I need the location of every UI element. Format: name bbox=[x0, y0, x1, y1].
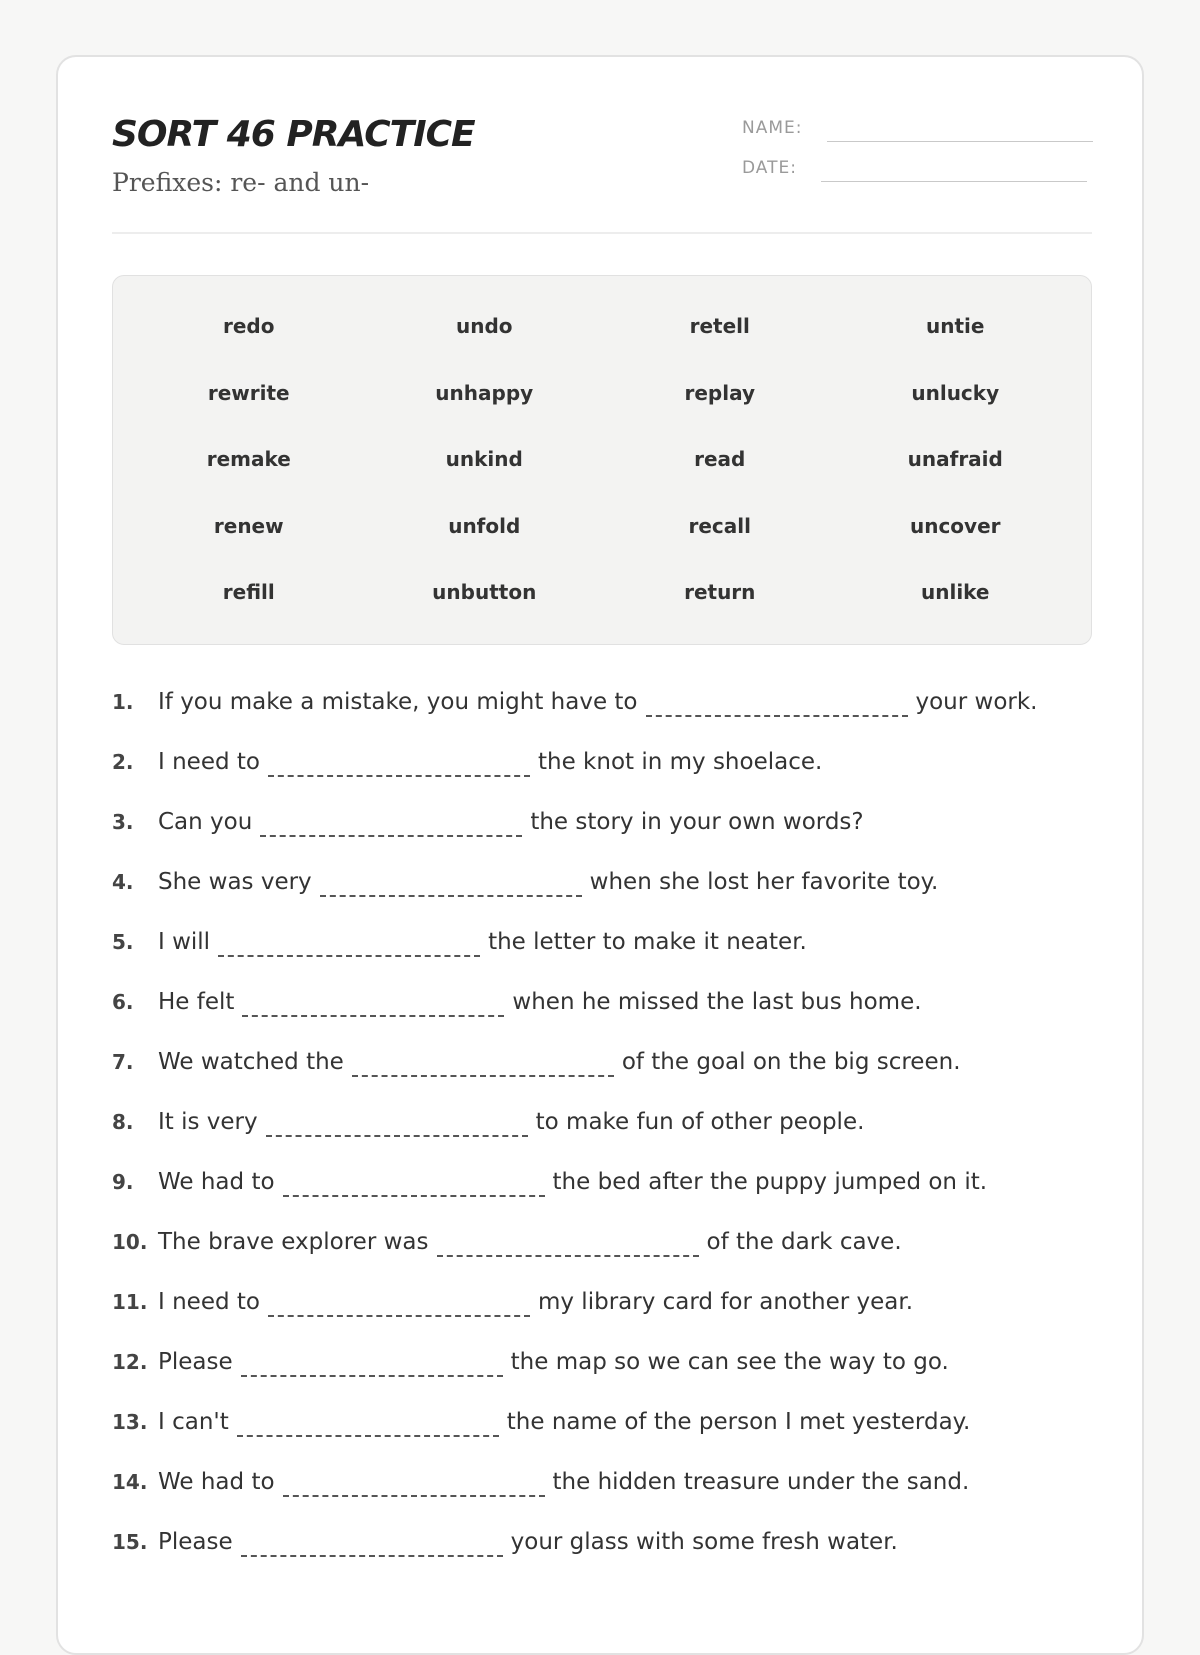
question-item bbox=[112, 1032, 1112, 1092]
question-text-after: the bed after the puppy jumped on it. bbox=[552, 1169, 988, 1195]
word-bank-word: remake bbox=[206, 447, 291, 472]
question-number: 3. bbox=[112, 810, 134, 834]
question-item bbox=[112, 1332, 1112, 1392]
question-number: 13. bbox=[112, 1410, 148, 1434]
question-number: 1. bbox=[112, 690, 134, 714]
answer-blank[interactable] bbox=[260, 815, 522, 837]
question-text-after: the knot in my shoelace. bbox=[537, 749, 823, 775]
question-item bbox=[112, 732, 1112, 792]
question-text-after: when he missed the last bus home. bbox=[512, 989, 922, 1015]
question-number: 12. bbox=[112, 1350, 148, 1374]
question-number: 9. bbox=[112, 1170, 134, 1194]
page-title: SORT 46 PRACTICE bbox=[112, 114, 475, 155]
answer-blank[interactable] bbox=[268, 1295, 530, 1317]
question-text-before: She was very bbox=[158, 869, 312, 895]
question-text-after: your work. bbox=[915, 689, 1038, 715]
word-bank-word: undo bbox=[455, 314, 513, 339]
answer-blank[interactable] bbox=[237, 1415, 499, 1437]
question-text-before: I need to bbox=[158, 1289, 260, 1315]
word-bank-word: replay bbox=[684, 380, 756, 405]
answer-blank[interactable] bbox=[266, 1115, 528, 1137]
question-text-after: when she lost her favorite toy. bbox=[589, 869, 939, 895]
question-item bbox=[112, 852, 1112, 912]
question-number: 4. bbox=[112, 870, 134, 894]
question-text-before: He felt bbox=[158, 989, 235, 1015]
word-bank-grid bbox=[113, 293, 1091, 626]
date-label: DATE: bbox=[742, 158, 797, 178]
answer-blank[interactable] bbox=[241, 1355, 503, 1377]
question-text-after: to make fun of other people. bbox=[535, 1109, 865, 1135]
question-text-before: I can't bbox=[158, 1409, 229, 1435]
question-number: 6. bbox=[112, 990, 134, 1014]
question-item bbox=[112, 912, 1112, 972]
question-text-after: the letter to make it neater. bbox=[488, 929, 807, 955]
question-text-before: We had to bbox=[158, 1469, 275, 1495]
answer-blank[interactable] bbox=[437, 1235, 699, 1257]
question-text-before: I will bbox=[158, 929, 211, 955]
answer-blank[interactable] bbox=[242, 995, 504, 1017]
question-number: 7. bbox=[112, 1050, 134, 1074]
word-bank-word: read bbox=[694, 447, 746, 472]
question-text-after: of the goal on the big screen. bbox=[621, 1049, 961, 1075]
question-item bbox=[112, 1092, 1112, 1152]
question-text-before: We had to bbox=[158, 1169, 275, 1195]
name-label: NAME: bbox=[742, 118, 803, 138]
question-number: 2. bbox=[112, 750, 134, 774]
word-bank-word: unhappy bbox=[435, 380, 534, 405]
answer-blank[interactable] bbox=[268, 755, 530, 777]
question-text-before: Please bbox=[158, 1529, 233, 1555]
question-number: 15. bbox=[112, 1530, 148, 1554]
answer-blank[interactable] bbox=[218, 935, 480, 957]
question-number: 5. bbox=[112, 930, 134, 954]
word-bank-word: unlike bbox=[920, 580, 990, 605]
question-text-before: If you make a mistake, you might have to bbox=[158, 689, 638, 715]
question-number: 10. bbox=[112, 1230, 148, 1254]
word-bank-word: unfold bbox=[448, 513, 521, 538]
question-text-before: We watched the bbox=[158, 1049, 344, 1075]
question-text-after: the map so we can see the way to go. bbox=[510, 1349, 949, 1375]
question-number: 8. bbox=[112, 1110, 134, 1134]
word-bank-word: unkind bbox=[445, 447, 523, 472]
word-bank-word: unbutton bbox=[432, 580, 537, 605]
question-text-after: the story in your own words? bbox=[530, 809, 864, 835]
question-item bbox=[112, 1392, 1112, 1452]
question-item bbox=[112, 1152, 1112, 1212]
answer-blank[interactable] bbox=[241, 1535, 503, 1557]
word-bank bbox=[112, 275, 1092, 645]
question-text-after: the name of the person I met yesterday. bbox=[506, 1409, 971, 1435]
page-subtitle: Prefixes: re- and un- bbox=[112, 168, 370, 197]
word-bank-word: unlucky bbox=[911, 380, 1000, 405]
answer-blank[interactable] bbox=[646, 695, 908, 717]
question-text-before: Can you bbox=[158, 809, 253, 835]
word-bank-word: uncover bbox=[909, 513, 1001, 538]
word-bank-word: retell bbox=[689, 314, 750, 339]
word-bank-word: redo bbox=[223, 314, 275, 339]
worksheet bbox=[56, 55, 1144, 1655]
question-text-before: The brave explorer was bbox=[158, 1229, 429, 1255]
answer-blank[interactable] bbox=[283, 1175, 545, 1197]
question-item bbox=[112, 1212, 1112, 1272]
header-divider bbox=[112, 232, 1092, 234]
date-field[interactable] bbox=[821, 181, 1087, 182]
name-field[interactable] bbox=[827, 141, 1093, 142]
question-text-before: Please bbox=[158, 1349, 233, 1375]
question-list bbox=[112, 672, 1112, 1572]
question-item bbox=[112, 1272, 1112, 1332]
word-bank-word: rewrite bbox=[207, 380, 290, 405]
word-bank-word: untie bbox=[926, 314, 985, 339]
question-item bbox=[112, 792, 1112, 852]
question-item bbox=[112, 1512, 1112, 1572]
word-bank-word: renew bbox=[213, 513, 284, 538]
question-item bbox=[112, 972, 1112, 1032]
question-number: 11. bbox=[112, 1290, 148, 1314]
answer-blank[interactable] bbox=[352, 1055, 614, 1077]
question-item bbox=[112, 672, 1112, 732]
question-number: 14. bbox=[112, 1470, 148, 1494]
word-bank-word: recall bbox=[688, 513, 751, 538]
answer-blank[interactable] bbox=[320, 875, 582, 897]
word-bank-word: unafraid bbox=[907, 447, 1003, 472]
question-text-before: It is very bbox=[158, 1109, 258, 1135]
question-text-after: your glass with some fresh water. bbox=[510, 1529, 898, 1555]
question-text-after: of the dark cave. bbox=[706, 1229, 902, 1255]
question-text-after: the hidden treasure under the sand. bbox=[552, 1469, 970, 1495]
question-item bbox=[112, 1452, 1112, 1512]
question-text-before: I need to bbox=[158, 749, 260, 775]
word-bank-word: refill bbox=[222, 580, 275, 605]
word-bank-word: return bbox=[684, 580, 756, 605]
answer-blank[interactable] bbox=[283, 1475, 545, 1497]
question-text-after: my library card for another year. bbox=[537, 1289, 914, 1315]
